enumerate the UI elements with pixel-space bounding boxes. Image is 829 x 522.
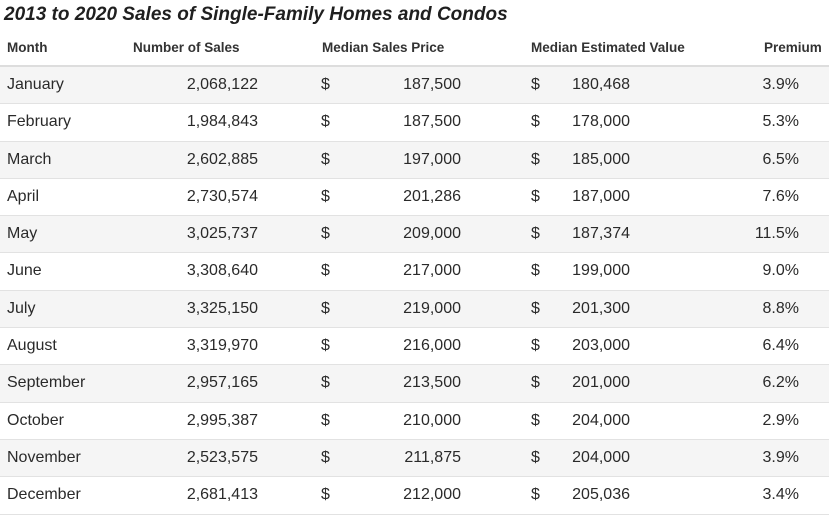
- cell-estimated-currency: $: [531, 411, 540, 429]
- cell-number-of-sales: 2,602,885: [186, 150, 258, 168]
- cell-median-sales-price: 210,000: [403, 411, 461, 429]
- cell-median-sales-price: 209,000: [403, 225, 461, 243]
- cell-price-currency: $: [321, 411, 330, 429]
- cell-premium: 7.6%: [762, 187, 799, 205]
- cell-median-estimated-value: 180,468: [572, 76, 630, 93]
- cell-premium: 6.2%: [762, 374, 799, 392]
- table-row: [0, 104, 829, 141]
- cell-median-estimated-value: 205,036: [572, 486, 630, 504]
- cell-estimated-currency: $: [531, 374, 540, 392]
- cell-median-sales-price: 219,000: [403, 299, 461, 317]
- cell-premium: 8.8%: [762, 299, 799, 317]
- cell-number-of-sales: 2,681,413: [186, 486, 258, 504]
- cell-month: June: [7, 262, 42, 280]
- cell-median-estimated-value: 187,000: [572, 187, 630, 205]
- cell-median-sales-price: 187,500: [403, 113, 461, 131]
- table-row: [0, 216, 829, 253]
- cell-estimated-currency: $: [531, 337, 540, 355]
- cell-month: September: [7, 374, 86, 392]
- cell-number-of-sales: 3,319,970: [186, 337, 258, 355]
- header-month: Month: [7, 40, 48, 55]
- cell-median-sales-price: 213,500: [403, 374, 461, 392]
- cell-price-currency: $: [321, 113, 330, 131]
- cell-price-currency: $: [321, 374, 330, 392]
- cell-number-of-sales: 2,995,387: [186, 411, 258, 429]
- cell-median-estimated-value: 201,300: [572, 299, 630, 317]
- cell-month: October: [7, 411, 64, 429]
- cell-number-of-sales: 3,308,640: [186, 262, 258, 280]
- cell-premium: 11.5%: [754, 225, 799, 243]
- cell-premium: 6.4%: [762, 337, 799, 355]
- cell-number-of-sales: 2,068,122: [186, 76, 258, 93]
- cell-month: March: [7, 150, 52, 168]
- cell-median-sales-price: 217,000: [403, 262, 461, 280]
- cell-estimated-currency: $: [531, 225, 540, 243]
- cell-median-sales-price: 216,000: [403, 337, 461, 355]
- table-row: [0, 179, 829, 216]
- cell-number-of-sales: 2,730,574: [186, 187, 258, 205]
- cell-number-of-sales: 3,025,737: [186, 225, 258, 243]
- cell-price-currency: $: [321, 448, 330, 466]
- cell-estimated-currency: $: [531, 262, 540, 280]
- cell-median-sales-price: 211,875: [404, 448, 461, 466]
- cell-price-currency: $: [321, 299, 330, 317]
- cell-number-of-sales: 2,523,575: [186, 448, 258, 466]
- table-row: [0, 253, 829, 290]
- cell-price-currency: $: [321, 76, 330, 93]
- header-premium: Premium: [764, 40, 822, 55]
- cell-price-currency: $: [321, 486, 330, 504]
- table-row: [0, 365, 829, 402]
- cell-number-of-sales: 2,957,165: [186, 374, 258, 392]
- sales-table: [0, 31, 829, 515]
- cell-median-estimated-value: 204,000: [572, 448, 630, 466]
- cell-estimated-currency: $: [531, 113, 540, 131]
- header-median-estimated-value: Median Estimated Value: [531, 40, 685, 55]
- header-median-sales-price: Median Sales Price: [322, 40, 445, 55]
- cell-median-sales-price: 212,000: [403, 486, 461, 504]
- header-number-of-sales: Number of Sales: [133, 40, 240, 55]
- cell-month: November: [7, 448, 81, 466]
- cell-month: July: [7, 299, 36, 317]
- cell-price-currency: $: [321, 187, 330, 205]
- cell-estimated-currency: $: [531, 299, 540, 317]
- cell-premium: 6.5%: [762, 150, 799, 168]
- table-title: 2013 to 2020 Sales of Single-Family Homes and Condos: [4, 4, 508, 25]
- table-row: [0, 440, 829, 477]
- table-row: [0, 328, 829, 365]
- cell-month: April: [7, 187, 40, 205]
- cell-estimated-currency: $: [531, 486, 540, 504]
- cell-median-sales-price: 197,000: [403, 150, 461, 168]
- cell-premium: 3.9%: [762, 448, 799, 466]
- cell-number-of-sales: 1,984,843: [186, 113, 258, 131]
- cell-median-estimated-value: 178,000: [572, 113, 630, 131]
- cell-month: December: [7, 486, 81, 504]
- cell-premium: 3.4%: [762, 486, 799, 504]
- cell-median-estimated-value: 201,000: [572, 374, 630, 392]
- cell-estimated-currency: $: [531, 76, 540, 93]
- cell-estimated-currency: $: [531, 448, 540, 466]
- table-row: [0, 403, 829, 440]
- cell-median-estimated-value: 185,000: [572, 150, 630, 168]
- cell-month: January: [7, 76, 64, 93]
- table-row: [0, 142, 829, 179]
- table-row: [0, 477, 829, 514]
- cell-premium: 5.3%: [762, 113, 799, 131]
- cell-estimated-currency: $: [531, 150, 540, 168]
- table-body: [0, 67, 829, 515]
- cell-median-estimated-value: 203,000: [572, 337, 630, 355]
- cell-price-currency: $: [321, 225, 330, 243]
- cell-estimated-currency: $: [531, 187, 540, 205]
- cell-month: August: [7, 337, 57, 355]
- cell-price-currency: $: [321, 150, 330, 168]
- cell-month: February: [7, 113, 72, 131]
- cell-median-estimated-value: 204,000: [572, 411, 630, 429]
- table-header-row: [0, 31, 829, 67]
- cell-price-currency: $: [321, 262, 330, 280]
- cell-number-of-sales: 3,325,150: [186, 299, 258, 317]
- cell-median-estimated-value: 187,374: [572, 225, 630, 243]
- cell-median-sales-price: 201,286: [403, 187, 461, 205]
- cell-premium: 2.9%: [762, 411, 799, 429]
- cell-price-currency: $: [321, 337, 330, 355]
- table-row: [0, 67, 829, 104]
- cell-premium: 3.9%: [762, 76, 799, 93]
- cell-month: May: [7, 225, 38, 243]
- cell-median-estimated-value: 199,000: [572, 262, 630, 280]
- cell-premium: 9.0%: [762, 262, 799, 280]
- cell-median-sales-price: 187,500: [403, 76, 461, 93]
- table-row: [0, 291, 829, 328]
